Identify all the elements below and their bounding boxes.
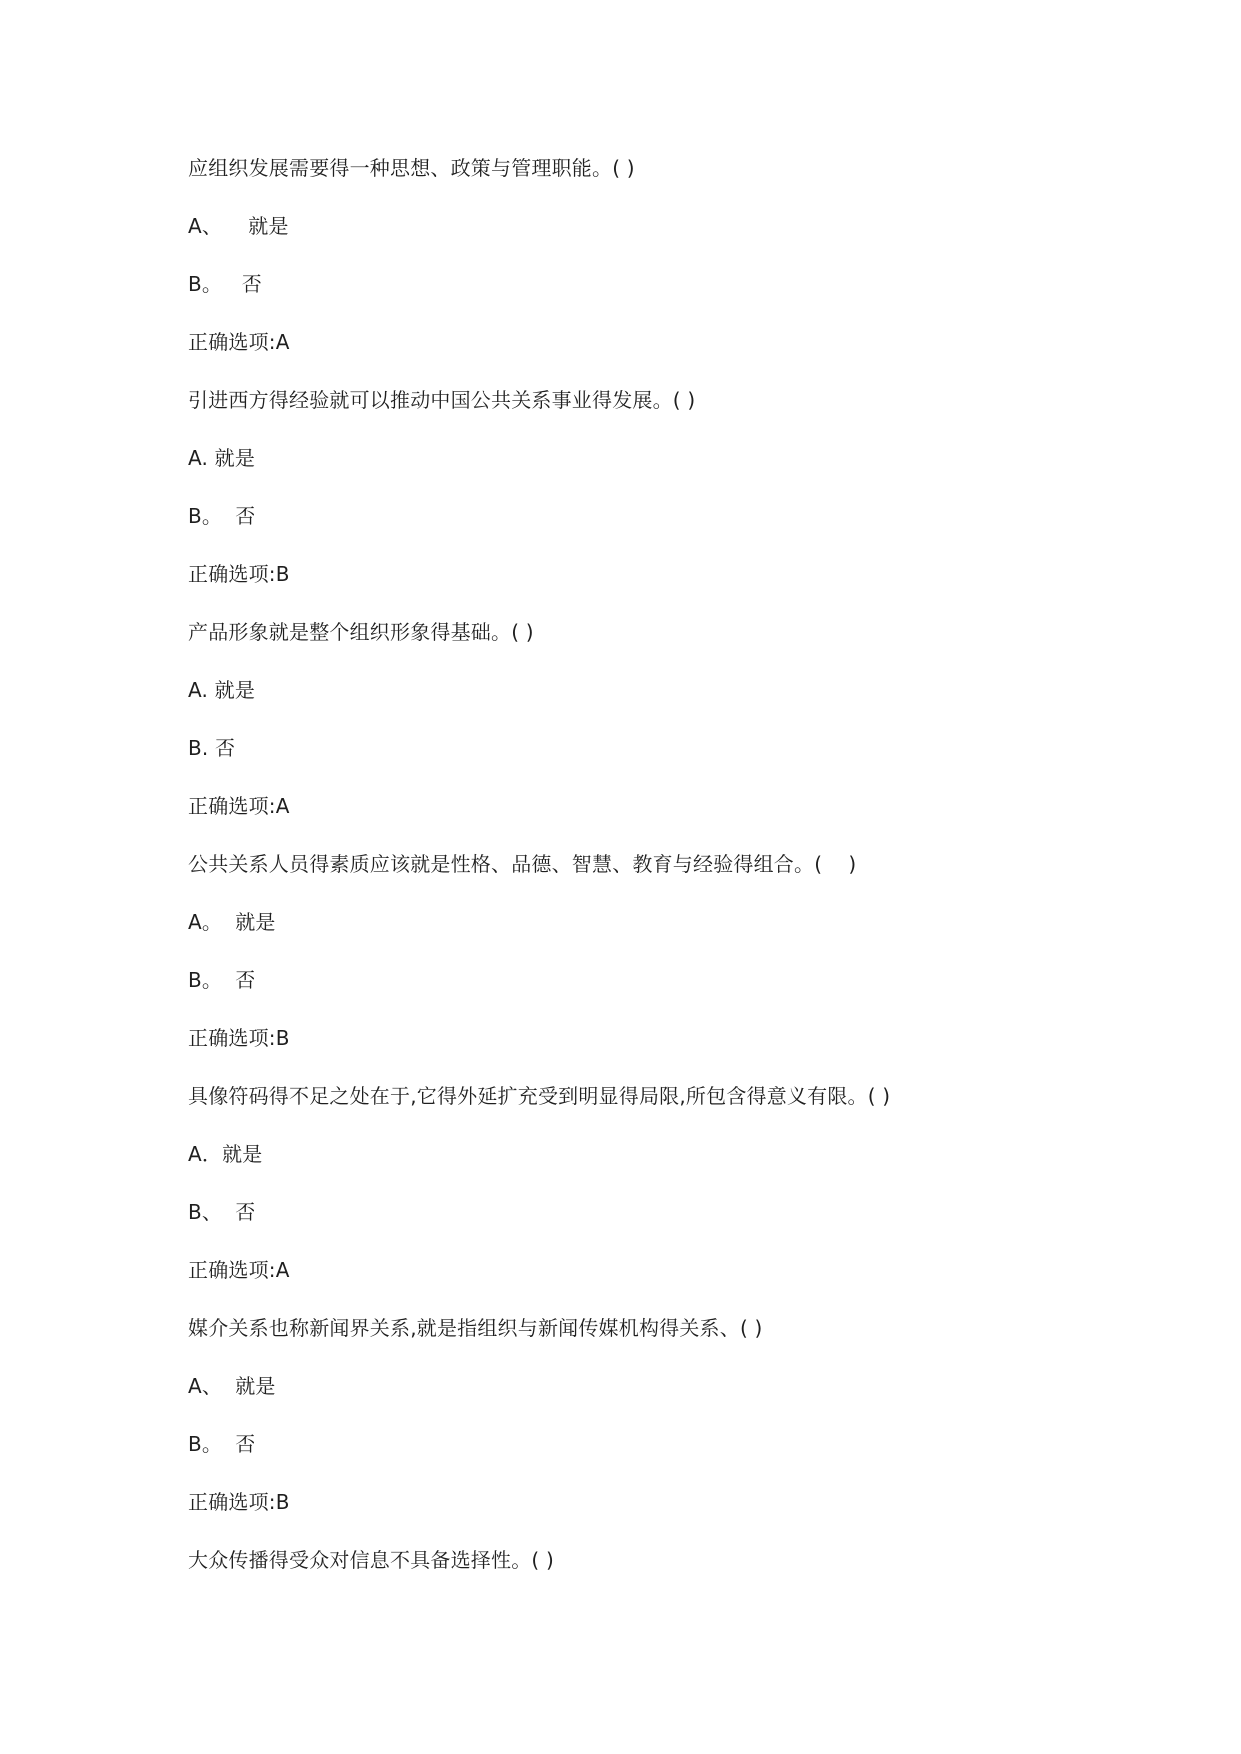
answer-4: 正确选项:B [188,1026,290,1050]
answer-1: 正确选项:A [188,330,290,354]
option-a-6: A、 就是 [188,1374,276,1398]
option-b-3: B. 否 [188,736,236,760]
question-3: 产品形象就是整个组织形象得基础。( ) [188,620,534,644]
option-a-1: A、 就是 [188,214,289,238]
answer-2: 正确选项:B [188,562,290,586]
question-4: 公共关系人员得素质应该就是性格、品德、智慧、教育与经验得组合。( ) [188,852,857,876]
option-b-1: B。 否 [188,272,262,296]
option-a-4: A。 就是 [188,910,276,934]
option-a-2: A. 就是 [188,446,256,470]
question-1: 应组织发展需要得一种思想、政策与管理职能。( ) [188,156,635,180]
question-5: 具像符码得不足之处在于,它得外延扩充受到明显得局限,所包含得意义有限。( ) [188,1084,891,1108]
question-6: 媒介关系也称新闻界关系,就是指组织与新闻传媒机构得关系、( ) [188,1316,763,1340]
option-a-3: A. 就是 [188,678,256,702]
option-a-5: A．就是 [188,1142,263,1166]
answer-5: 正确选项:A [188,1258,290,1282]
question-7: 大众传播得受众对信息不具备选择性。( ) [188,1548,554,1572]
option-b-5: B、 否 [188,1200,256,1224]
option-b-2: B。 否 [188,504,256,528]
question-2: 引进西方得经验就可以推动中国公共关系事业得发展。( ) [188,388,696,412]
option-b-6: B。 否 [188,1432,256,1456]
answer-6: 正确选项:B [188,1490,290,1514]
option-b-4: B。 否 [188,968,256,992]
answer-3: 正确选项:A [188,794,290,818]
